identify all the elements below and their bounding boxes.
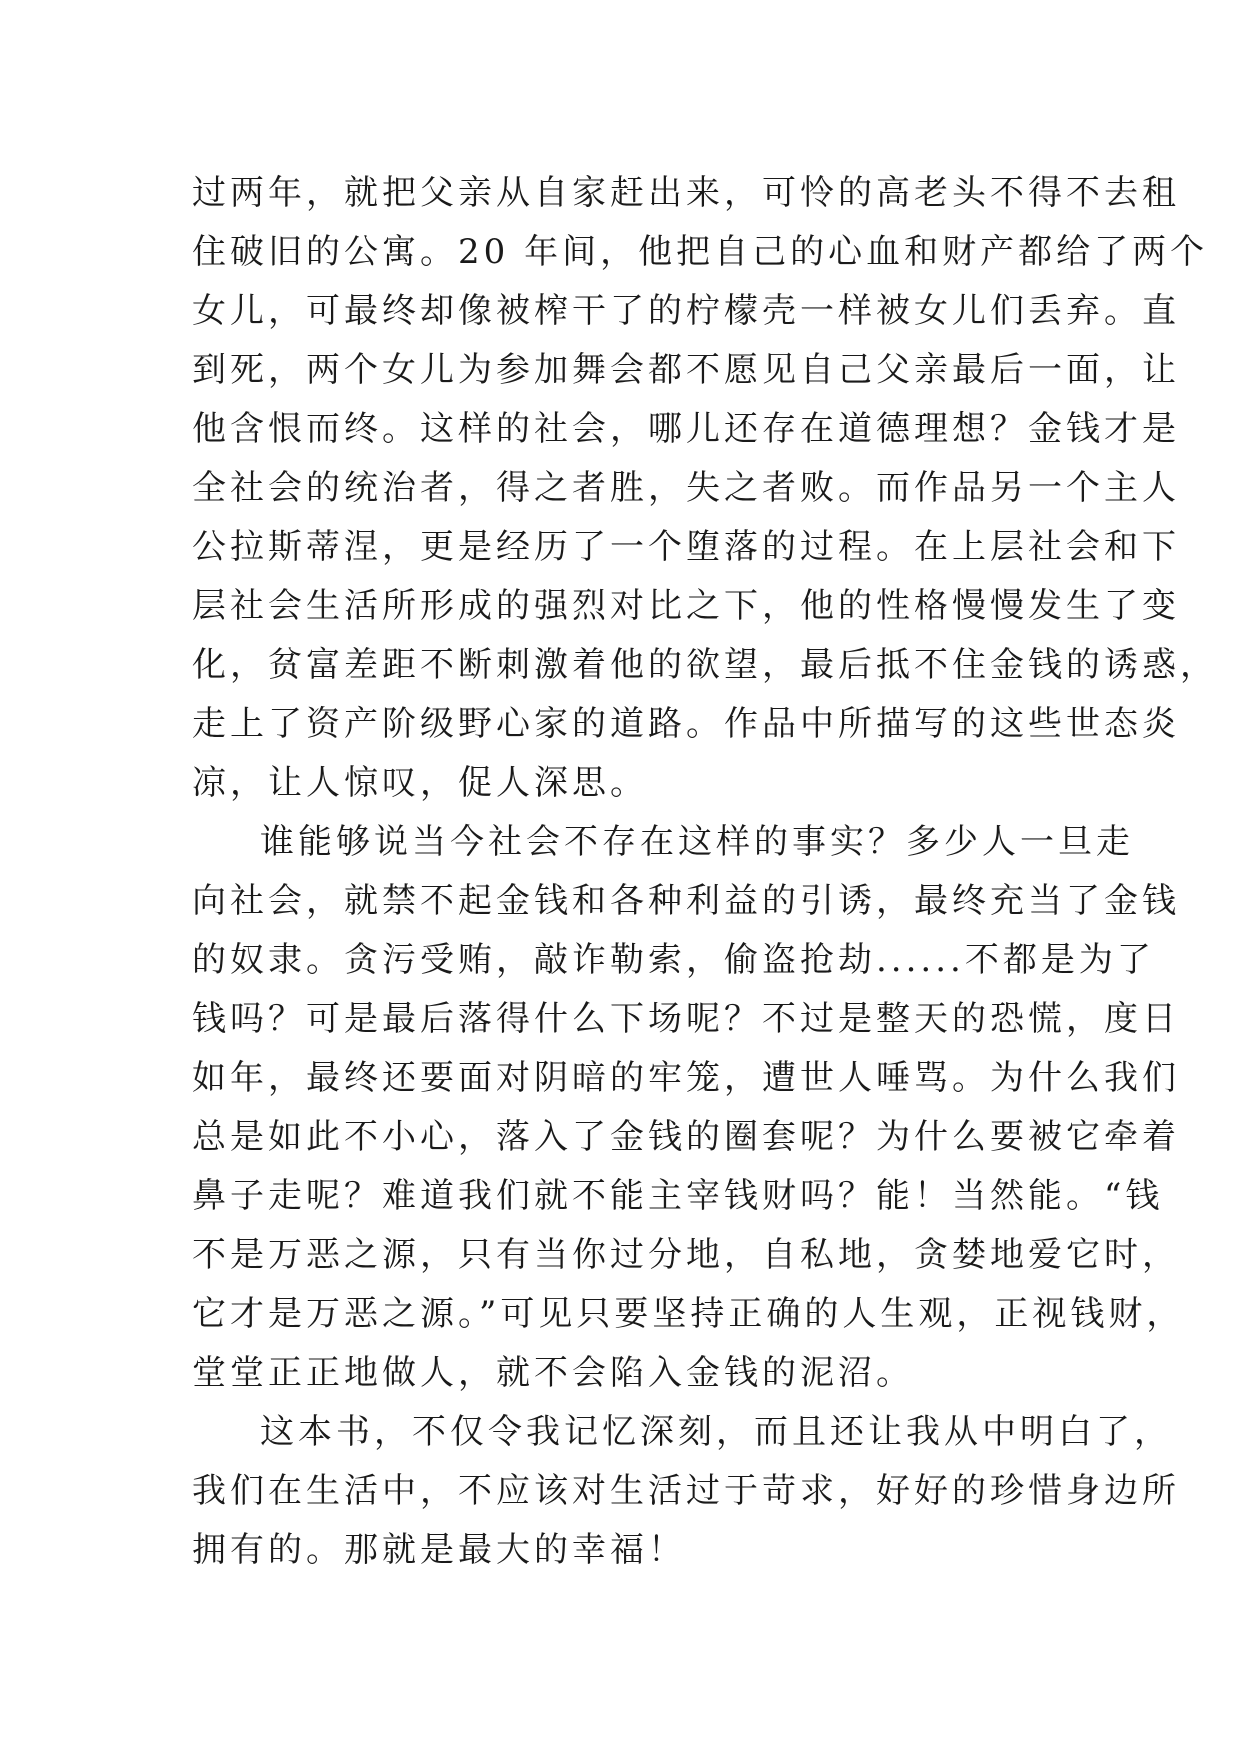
text-line: 堂堂正正地做人，就不会陷入金钱的泥沼。	[192, 1353, 914, 1393]
text-line: 化，贫富差距不断刺激着他的欲望，最后抵不住金钱的诱惑，	[192, 645, 1218, 685]
text-line: 不是万恶之源，只有当你过分地，自私地，贪婪地爱它时，	[192, 1235, 1180, 1275]
text-line: 它才是万恶之源。”可见只要坚持正确的人生观，正视钱财，	[192, 1294, 1185, 1334]
text-line: 向社会，就禁不起金钱和各种利益的引诱，最终充当了金钱	[192, 881, 1180, 921]
text-line: 女儿，可最终却像被榨干了的柠檬壳一样被女儿们丢弃。直	[192, 291, 1180, 331]
text-line: 如年，最终还要面对阴暗的牢笼，遭世人唾骂。为什么我们	[192, 1058, 1180, 1098]
text-line: 走上了资产阶级野心家的道路。作品中所描写的这些世态炎	[192, 704, 1180, 744]
text-line: 钱吗？可是最后落得什么下场呢？不过是整天的恐慌，度日	[192, 999, 1180, 1039]
text-line: 总是如此不小心，落入了金钱的圈套呢？为什么要被它牵着	[192, 1117, 1180, 1157]
text-line: 这本书，不仅令我记忆深刻，而且还让我从中明白了，	[260, 1412, 1172, 1452]
paragraph	[192, 164, 1218, 813]
text-line: 公拉斯蒂涅，更是经历了一个堕落的过程。在上层社会和下	[192, 527, 1180, 567]
text-line: 的奴隶。贪污受贿，敲诈勒索，偷盗抢劫......不都是为了	[192, 940, 1155, 980]
text-line: 鼻子走呢？难道我们就不能主宰钱财吗？能！当然能。“钱	[192, 1176, 1164, 1216]
text-line: 住破旧的公寓。20 年间，他把自己的心血和财产都给了两个	[192, 232, 1209, 272]
text-line: 层社会生活所形成的强烈对比之下，他的性格慢慢发生了变	[192, 586, 1180, 626]
text-line: 谁能够说当今社会不存在这样的事实？多少人一旦走	[260, 822, 1134, 862]
paragraph	[192, 813, 1185, 1403]
text-line: 凉，让人惊叹，促人深思。	[192, 763, 648, 803]
text-line: 到死，两个女儿为参加舞会都不愿见自己父亲最后一面，让	[192, 350, 1180, 390]
text-line: 拥有的。那就是最大的幸福！	[192, 1530, 686, 1570]
paragraph	[192, 1403, 1180, 1580]
text-line: 我们在生活中，不应该对生活过于苛求，好好的珍惜身边所	[192, 1471, 1180, 1511]
text-line: 过两年，就把父亲从自家赶出来，可怜的高老头不得不去租	[192, 173, 1180, 213]
text-line: 全社会的统治者，得之者胜，失之者败。而作品另一个主人	[192, 468, 1180, 508]
body-text	[192, 164, 1218, 1580]
text-line: 他含恨而终。这样的社会，哪儿还存在道德理想？金钱才是	[192, 409, 1180, 449]
